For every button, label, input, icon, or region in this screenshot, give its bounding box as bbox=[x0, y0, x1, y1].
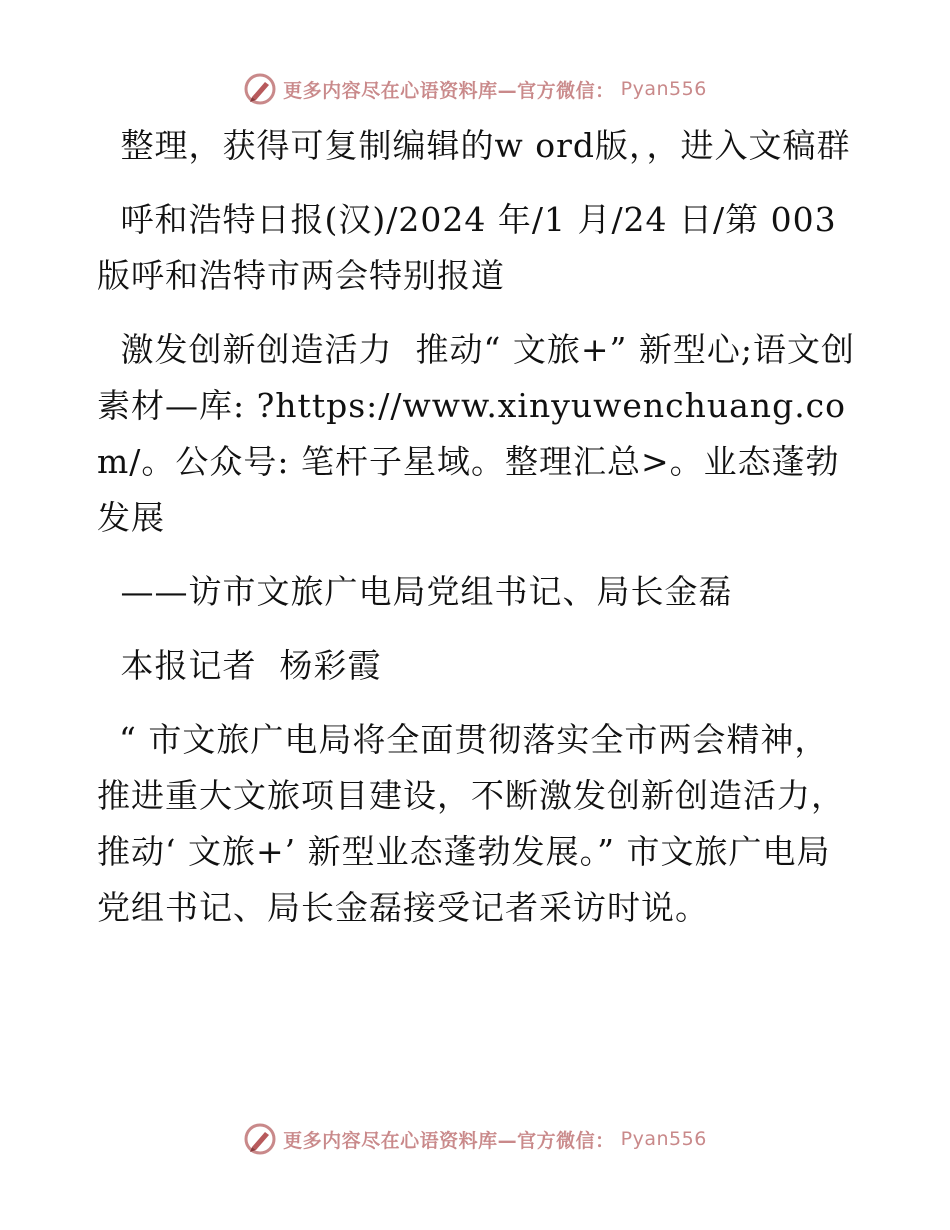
paragraph-body: “ 市文旅广电局将全面贯彻落实全市两会精神，推进重大文旅项目建设，不断激发创新创造活力，推动‘ 文旅+’ 新型业态蓬勃发展。” 市文旅广电局党组书记、局长金磊接受记者采访时说。 bbox=[97, 720, 845, 927]
paragraph-intro: 整理，获得可复制编辑的w ord版，，进入文稿群 bbox=[109, 126, 851, 165]
watermark-id: Pyan556 bbox=[620, 78, 707, 100]
watermark-footer bbox=[0, 1122, 950, 1156]
paragraph-subtitle: ——访市文旅广电局党组书记、局长金磊 bbox=[109, 572, 733, 611]
watermark-text: 更多内容尽在心语资料库—官方微信： bbox=[283, 79, 615, 102]
document-body bbox=[97, 118, 857, 954]
watermark-text: 更多内容尽在心语资料库—官方微信： bbox=[283, 1129, 615, 1152]
watermark-header bbox=[0, 72, 950, 106]
pen-in-circle-icon bbox=[243, 72, 277, 106]
paragraph-source: 呼和浩特日报(汉)/2024 年/1 月/24 日/第 003 版呼和浩特市两会特别报道 bbox=[97, 200, 849, 295]
paragraph-headline: 激发创新创造活力 推动“ 文旅+” 新型心;语文创素材—库: ?https://www.xinyuwenchuang.com/。公众号: 笔杆子星域。整理汇总>。业态蓬勃发展 bbox=[97, 330, 855, 537]
paragraph-byline: 本报记者 杨彩霞 bbox=[109, 646, 382, 685]
pen-in-circle-icon bbox=[243, 1122, 277, 1156]
watermark-id: Pyan556 bbox=[620, 1128, 707, 1150]
